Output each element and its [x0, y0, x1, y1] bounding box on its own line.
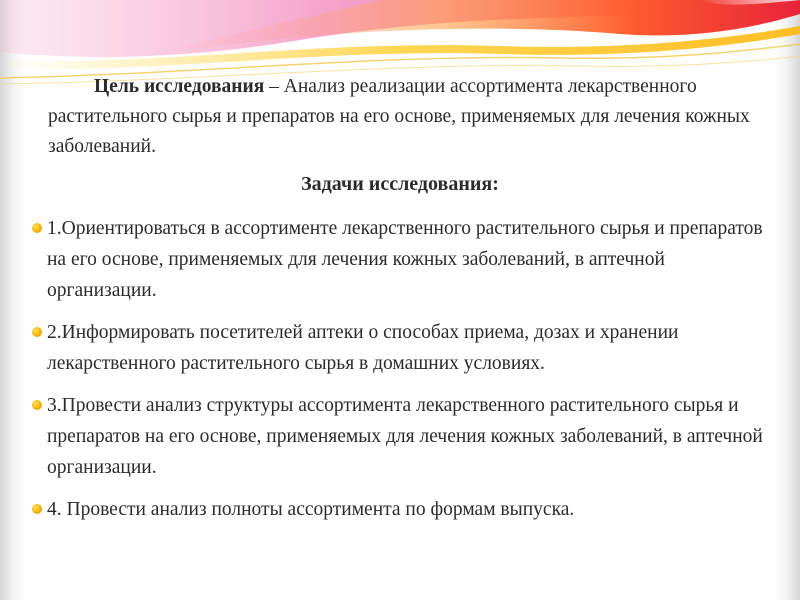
- bullet-dot-icon: [32, 504, 42, 514]
- bullet-dot-icon: [32, 223, 42, 233]
- task-text: 2.Информировать посетителей аптеки о способах приема, дозах и хранении лекарственного растительного сырья в домашних условиях.: [47, 322, 679, 374]
- research-goal-label: Цель исследования: [94, 76, 265, 97]
- task-text: 3.Провести анализ структуры ассортимента лекарственного растительного сырья и препаратов на его основе, применяемых для лечения кожных заболеваний, в аптечной организации.: [47, 395, 763, 478]
- research-goal: [48, 72, 768, 162]
- list-item: [32, 494, 772, 525]
- task-list: [32, 213, 772, 536]
- bullet-dot-icon: [32, 327, 42, 337]
- tasks-heading: Задачи исследования:: [301, 173, 499, 195]
- bullet-dot-icon: [32, 400, 42, 410]
- task-text: 1.Ориентироваться в ассортименте лекарственного растительного сырья и препаратов на его основе, применяемых для лечения кожных заболеваний, в аптечной организации.: [47, 218, 763, 301]
- research-goal-text: – Анализ реализации ассортимента лекарственного растительного сырья и препаратов на его основе, применяемых для лечения кожных заболеваний.: [48, 76, 750, 157]
- list-item: [32, 213, 772, 306]
- task-text: 4. Провести анализ полноты ассортимента по формам выпуска.: [47, 499, 575, 520]
- list-item: [32, 317, 772, 379]
- list-item: [32, 390, 772, 483]
